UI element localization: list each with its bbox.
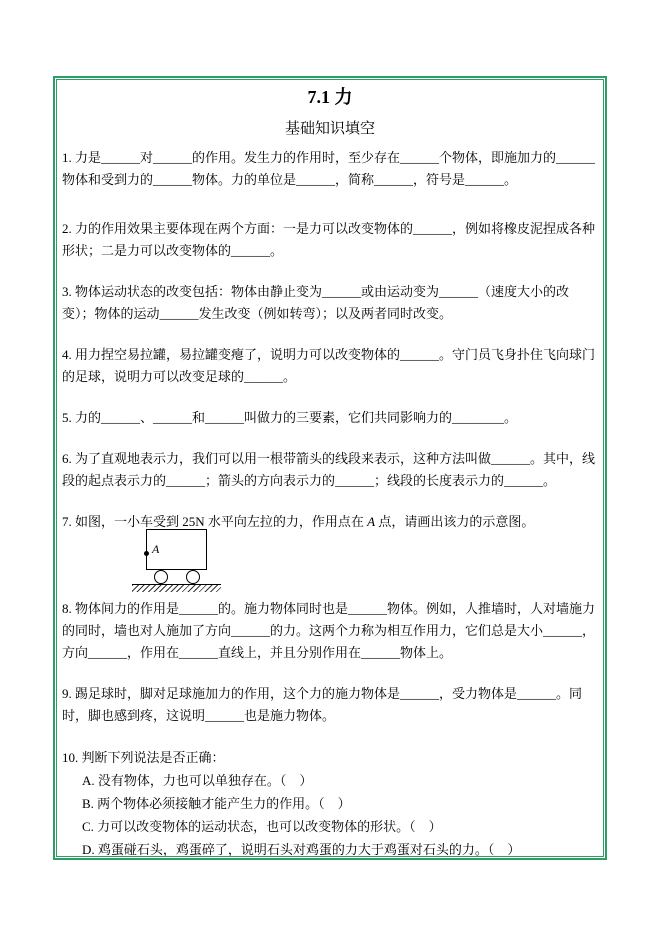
question-5: 5. 力的______、______和______叫做力的三要素，它们共同影响力的________。 (62, 410, 518, 425)
question-3: 3. 物体运动状态的改变包括：物体由静止变为______或由运动变为______（速度大小的改变）；物体的运动______发生改变（例如转弯）；以及两者同时改变。 (62, 284, 570, 321)
point-a-reference: A (367, 514, 376, 529)
option-a: A. 没有物体，力也可以单独存在。（ ） (82, 773, 313, 788)
option-b: B. 两个物体必须接触才能产生力的作用。（ ） (82, 796, 351, 811)
force-value: 25N (182, 514, 205, 529)
question-7-text-mid: 水平向左拉的力，作用点在 (204, 514, 368, 529)
point-a-label: A (152, 542, 160, 556)
worksheet-subtitle: 基础知识填空 (284, 121, 375, 137)
page-border-inner (56, 79, 604, 857)
cart-wheel-left (154, 570, 168, 584)
worksheet-content (57, 80, 603, 856)
ground-hatching (132, 585, 221, 592)
question-6: 6. 为了直观地表示力，我们可以用一根带箭头的线段来表示，这种方法叫做______。其中，线段的起点表示力的______；箭头的方向表示力的______；线段的长度表示力的______。 (62, 451, 596, 488)
cart-figure (132, 527, 302, 591)
question-8: 8. 物体间力的作用是______的。施力物体同时也是______物体。例如，人推墙时，人对墙施力的同时，墙也对人施加了方向______的力。这两个力称为相互作用力，它们总是大小______，方向______，作用在______直线上，并且分别作用在______物体上。 (62, 601, 596, 660)
question-4: 4. 用力捏空易拉罐，易拉罐变瘪了，说明力可以改变物体的______。守门员飞身扑住飞向球门的足球，说明力可以改变足球的______。 (62, 347, 596, 384)
point-a-dot (144, 551, 149, 556)
worksheet-title: 7.1 力 (307, 87, 353, 107)
question-7-text: 7. 如图，一小车受到 (62, 514, 183, 529)
page-border (53, 76, 607, 860)
question-1: 1. 力是______对______的作用。发生力的作用时，至少存在______个物体，即施加力的______物体和受到力的______物体。力的单位是______，简称______，符号是______。 (62, 150, 596, 187)
question-7-text-end: 点，请画出该力的示意图。 (375, 514, 535, 529)
question-10-options (62, 769, 598, 856)
cart-wheel-right (186, 570, 200, 584)
question-10-stem: 10. 判断下列说法是否正确： (62, 750, 225, 765)
question-2: 2. 力的作用效果主要体现在两个方面：一是力可以改变物体的______，例如将橡皮泥捏成各种形状；二是力可以改变物体的______。 (62, 221, 596, 258)
question-9: 9. 踢足球时，脚对足球施加力的作用，这个力的施力物体是______，受力物体是______。同时，脚也感到疼，这说明______也是施力物体。 (62, 686, 583, 723)
option-c: C. 力可以改变物体的运动状态，也可以改变物体的形状。（ ） (82, 819, 442, 834)
option-d: D. 鸡蛋碰石头，鸡蛋碎了，说明石头对鸡蛋的力大于鸡蛋对石头的力。（ ） (82, 842, 521, 856)
